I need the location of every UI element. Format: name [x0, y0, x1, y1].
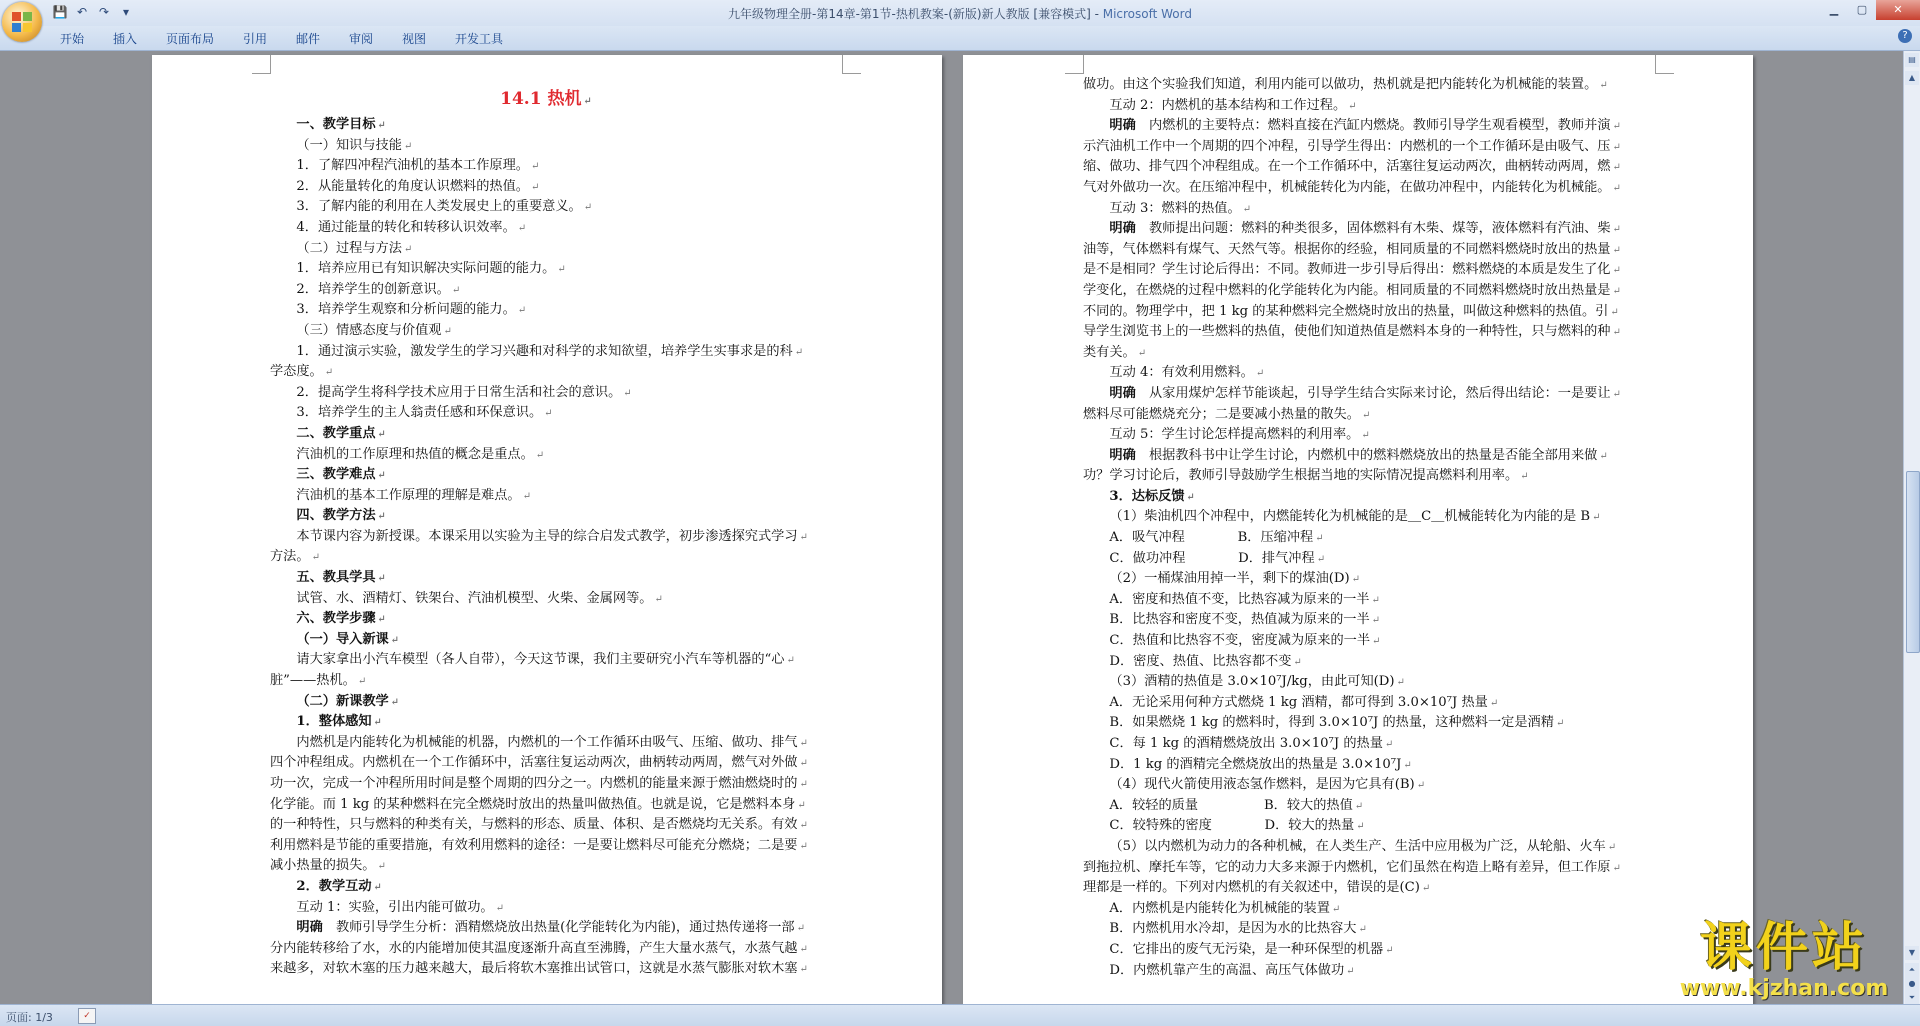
- paragraph-mark-icon: ↵: [796, 923, 806, 935]
- help-icon[interactable]: ?: [1898, 29, 1912, 43]
- text-line: 化学能。而 1 kg 的某种燃料在完全燃烧时放出的热量叫做热值。也就是说，它是燃料本身 ↵: [270, 796, 806, 812]
- paragraph-mark-icon: ↵: [1371, 594, 1380, 606]
- paragraph-mark-icon: ↵: [1403, 759, 1412, 771]
- tab-references[interactable]: 引用: [243, 32, 268, 46]
- tab-mailings[interactable]: 邮件: [296, 32, 321, 46]
- window-controls: [1820, 0, 1920, 20]
- office-logo-icon: [12, 12, 32, 32]
- text-line: C．热值和比热容不变，密度减为原来的一半 ↵: [1109, 633, 1381, 649]
- page-text[interactable]: [270, 85, 822, 980]
- paragraph-mark-icon: ↵: [495, 902, 504, 914]
- paragraph-mark-icon: ↵: [799, 779, 808, 790]
- text-line: 减小热量的损失。 ↵: [270, 858, 386, 874]
- margin-corner-mark: [1065, 55, 1084, 74]
- paragraph-mark-icon: ↵: [1354, 800, 1364, 812]
- text-line: 示汽油机工作中一个周期的四个冲程，引导学生得出：内燃机的一个工作循环是由吸气、压 ↵: [1083, 138, 1621, 154]
- text-line: 明确 内燃机的主要特点：燃料直接在汽缸内燃烧。教师引导学生观看模型，教师并演 ↵: [1109, 118, 1621, 134]
- paragraph-mark-icon: ↵: [799, 531, 808, 543]
- watermark-url: www.kjzhan.com: [1679, 976, 1889, 1001]
- paragraph-mark-icon: ↵: [522, 490, 531, 502]
- text-line: 3．了解内能的利用在人类发展史上的重要意义。 ↵: [296, 199, 593, 215]
- undo-icon[interactable]: ↶: [76, 5, 88, 19]
- office-button[interactable]: [2, 2, 42, 42]
- text-line: 是不是相同？学生讨论后得出：不同。教师进一步引导后得出：燃料燃烧的本质是发生了化 ↵: [1083, 262, 1621, 278]
- section-heading: 二、教学重点 ↵: [296, 425, 386, 441]
- text-line: 互动 3：燃料的热值。 ↵: [1109, 200, 1252, 216]
- text-line: A．密度和热值不变，比热容减为原来的一半 ↵: [1109, 591, 1380, 607]
- text-line: 不同的。物理学中，把 1 kg 的某种燃料完全燃烧时放出的热量，叫做这种燃料的热值。引 ↵: [1083, 303, 1619, 319]
- paragraph-mark-icon: ↵: [1599, 450, 1608, 462]
- text-line: 分内能转移给了水，水的内能增加使其温度逐渐升高直至沸腾，产生大量水蒸气，水蒸气越 ↵: [270, 940, 808, 956]
- paragraph-mark-icon: ↵: [1293, 656, 1302, 668]
- window-title: [0, 5, 1920, 22]
- paragraph-mark-icon: ↵: [373, 717, 382, 729]
- paragraph-mark-icon: ↵: [1385, 944, 1394, 956]
- paragraph-mark-icon: ↵: [451, 284, 461, 296]
- text-line: 理都是一样的。下列对内燃机的有关叙述中，错误的是(C) ↵: [1083, 880, 1431, 896]
- text-line: 来越多，对软木塞的压力越来越大，最后将软木塞推出试管口，这就是水蒸气膨胀对软木塞 ↵: [270, 961, 808, 977]
- tab-review[interactable]: 审阅: [349, 32, 374, 46]
- text-line: D．密度、热值、比热容都不变 ↵: [1109, 653, 1302, 669]
- paragraph-mark-icon: ↵: [583, 96, 592, 107]
- paragraph-mark-icon: ↵: [324, 367, 334, 379]
- document-title-heading: 14.1 热机 ↵: [500, 89, 592, 109]
- text-line: 明确 根据教科书中让学生讨论，内燃机中的燃料燃烧放出的热量是否能全部用来做 ↵: [1109, 447, 1608, 463]
- paragraph-mark-icon: ↵: [799, 840, 808, 852]
- paragraph-mark-icon: ↵: [1612, 182, 1621, 194]
- tab-insert[interactable]: 插入: [113, 32, 138, 46]
- section-heading: 三、教学难点 ↵: [296, 467, 386, 483]
- text-line: 互动 1：实验，引出内能可做功。 ↵: [296, 899, 504, 915]
- section-heading: （二）新课教学 ↵: [296, 693, 400, 709]
- text-line: 油等，气体燃料有煤气、天然气等。根据你的经验，相同质量的不同燃料燃烧时放出的热量 ↵: [1083, 241, 1621, 257]
- scroll-up-icon[interactable]: ▲: [1905, 71, 1919, 85]
- paragraph-mark-icon: ↵: [1356, 821, 1365, 833]
- text-line: 3．培养学生的主人翁责任感和环保意识。 ↵: [296, 405, 553, 421]
- paragraph-mark-icon: ↵: [1489, 697, 1499, 709]
- text-line: 互动 4：有效利用燃料。 ↵: [1109, 365, 1265, 381]
- paragraph-mark-icon: ↵: [373, 881, 382, 893]
- paragraph-mark-icon: ↵: [390, 634, 400, 646]
- section-heading: 五、教具学具 ↵: [296, 570, 386, 586]
- paragraph-mark-icon: ↵: [1316, 553, 1326, 565]
- paragraph-mark-icon: ↵: [1421, 883, 1431, 895]
- select-browse-object-icon[interactable]: ●: [1905, 977, 1919, 991]
- scroll-thumb[interactable]: [1906, 471, 1920, 653]
- text-line: C．它排出的废气无污染，是一种环保型的机器 ↵: [1109, 941, 1394, 957]
- text-line: （一）知识与技能 ↵: [296, 137, 413, 153]
- text-line: 1．通过演示实验，激发学生的学习兴趣和对科学的求知欲望，培养学生实事求是的科 ↵: [296, 343, 804, 359]
- paragraph-mark-icon: ↵: [1612, 141, 1621, 153]
- text-line: 汽油机的基本工作原理的理解是难点。 ↵: [296, 487, 531, 503]
- section-heading: （一）导入新课 ↵: [296, 631, 400, 647]
- text-line: 明确 从家用煤炉怎样节能谈起，引导学生结合实际来讨论，然后得出结论：一是要让 ↵: [1109, 385, 1621, 401]
- text-line: 方法。 ↵: [270, 549, 320, 565]
- app-name: Microsoft Word: [1102, 7, 1192, 21]
- watermark-logo: [1654, 919, 1914, 1001]
- paragraph-mark-icon: ↵: [623, 387, 632, 399]
- paragraph-mark-icon: ↵: [1416, 780, 1426, 792]
- paragraph-mark-icon: ↵: [1612, 244, 1621, 256]
- page-number-indicator[interactable]: 页面: 1/3: [6, 1011, 53, 1024]
- paragraph-mark-icon: ↵: [1599, 80, 1608, 91]
- text-line: B．比热容和密度不变，热值减为原来的一半 ↵: [1109, 612, 1381, 628]
- paragraph-mark-icon: ↵: [1555, 718, 1565, 730]
- margin-corner-mark: [842, 55, 861, 74]
- text-line: 4．通过能量的转化和转移认识效率。 ↵: [296, 219, 527, 235]
- document-page-2: [963, 55, 1753, 1004]
- paragraph-mark-icon: ↵: [1372, 636, 1381, 648]
- document-area: [0, 51, 1904, 1004]
- paragraph-mark-icon: ↵: [377, 120, 386, 131]
- paragraph-mark-icon: ↵: [1612, 327, 1621, 339]
- text-line: 2．培养学生的创新意识。 ↵: [296, 281, 461, 297]
- paragraph-mark-icon: ↵: [311, 552, 320, 564]
- paragraph-mark-icon: ↵: [1610, 306, 1619, 318]
- redo-icon[interactable]: ↷: [98, 5, 110, 19]
- text-line: 缩、做功、排气四个冲程组成。在一个工作循环中，活塞往复运动两次，曲柄转动两周，燃 ↵: [1083, 159, 1621, 175]
- text-line: 利用燃料是节能的重要措施，有效利用燃料的途径：一是要让燃料尽可能充分燃烧；二是要 ↵: [270, 837, 808, 853]
- section-heading: 四、教学方法 ↵: [296, 508, 386, 524]
- tab-home[interactable]: 开始: [60, 32, 85, 46]
- paragraph-mark-icon: ↵: [377, 573, 386, 585]
- paragraph-mark-icon: ↵: [1186, 491, 1195, 503]
- text-line: 互动 2：内燃机的基本结构和工作过程。 ↵: [1109, 97, 1357, 113]
- scroll-down-icon[interactable]: ▼: [1905, 946, 1919, 960]
- section-heading: 2．教学互动 ↵: [296, 878, 382, 894]
- text-line: A．内燃机是内能转化为机械能的装置 ↵: [1109, 900, 1341, 916]
- maximize-icon[interactable]: ▢: [1856, 3, 1868, 16]
- text-line: 的一种特性，只与燃料的种类有关，与燃料的形态、质量、体积、是否燃烧均无关系。有效 ↵: [270, 817, 808, 833]
- paragraph-mark-icon: ↵: [786, 655, 795, 667]
- text-line: 1．了解四冲程汽油机的基本工作原理。 ↵: [296, 158, 540, 174]
- paragraph-mark-icon: ↵: [403, 140, 413, 152]
- paragraph-mark-icon: ↵: [535, 449, 545, 461]
- text-line: 做功。由这个实验我们知道，利用内能可以做功，热机就是把内能转化为机械能的装置。 ↵: [1083, 77, 1608, 92]
- text-line: C．做功冲程 D．排气冲程 ↵: [1109, 550, 1326, 566]
- view-ruler-icon[interactable]: ▤: [1905, 53, 1919, 67]
- paragraph-mark-icon: ↵: [799, 943, 808, 955]
- watermark-text: 课件站: [1699, 918, 1868, 978]
- paragraph-mark-icon: ↵: [1315, 533, 1324, 545]
- paragraph-mark-icon: ↵: [1331, 903, 1341, 915]
- tab-page-layout[interactable]: 页面布局: [166, 32, 215, 46]
- paragraph-mark-icon: ↵: [544, 408, 553, 420]
- text-line: C．较特殊的密度 D．较大的热量 ↵: [1109, 818, 1365, 834]
- text-line: 2．提高学生将科学技术应用于日常生活和社会的意识。 ↵: [296, 384, 632, 400]
- text-line: 内燃机是内能转化为机械能的机器，内燃机的一个工作循环由吸气、压缩、做功、排气 ↵: [296, 734, 808, 750]
- paragraph-mark-icon: ↵: [377, 614, 386, 626]
- paragraph-mark-icon: ↵: [799, 758, 808, 770]
- text-line: 学变化，在燃烧的过程中燃料的化学能转化为内能。相同质量的不同燃料燃烧时放出热量是 ↵: [1083, 282, 1621, 298]
- paragraph-mark-icon: ↵: [799, 737, 808, 749]
- status-bar: [0, 1004, 1920, 1026]
- text-line: A．无论采用何种方式燃烧 1 kg 酒精，都可得到 3.0×10⁷J 热量 ↵: [1109, 694, 1499, 710]
- paragraph-mark-icon: ↵: [377, 861, 386, 873]
- margin-corner-mark: [1655, 55, 1674, 74]
- minimize-icon[interactable]: ▁: [1829, 3, 1839, 16]
- text-line: C．每 1 kg 的酒精燃烧放出 3.0×10⁷J 的热量 ↵: [1109, 736, 1394, 751]
- paragraph-mark-icon: ↵: [1371, 615, 1381, 627]
- paragraph-mark-icon: ↵: [517, 222, 527, 234]
- text-line: 请大家拿出小汽车模型（各人自带），今天这节课，我们主要研究小汽车等机器的“心 ↵: [296, 652, 795, 668]
- customize-qat-icon[interactable]: ▾: [122, 5, 130, 19]
- text-line: 导学生浏览书上的一些燃料的热值，使他们知道热值是燃料本身的一种特性，只与燃料的种 ↵: [1083, 324, 1621, 340]
- section-heading: 1．整体感知 ↵: [296, 714, 382, 730]
- text-line: （二）过程与方法 ↵: [296, 240, 413, 256]
- text-line: （三）情感态度与价值观 ↵: [296, 322, 452, 338]
- text-line: 学态度。 ↵: [270, 364, 334, 380]
- paragraph-mark-icon: ↵: [799, 964, 808, 976]
- paragraph-mark-icon: ↵: [1255, 368, 1265, 380]
- tab-view[interactable]: 视图: [402, 32, 427, 46]
- text-line: D．内燃机靠产生的高温、高压气体做功 ↵: [1109, 962, 1355, 978]
- paragraph-mark-icon: ↵: [1612, 285, 1621, 297]
- text-line: 明确 教师提出问题：燃料的种类很多，固体燃料有木柴、煤等，液体燃料有汽油、柴 ↵: [1109, 221, 1621, 237]
- paragraph-mark-icon: ↵: [377, 470, 386, 482]
- paragraph-mark-icon: ↵: [443, 325, 452, 337]
- paragraph-mark-icon: ↵: [799, 820, 808, 832]
- paragraph-mark-icon: ↵: [1361, 430, 1370, 442]
- paragraph-mark-icon: ↵: [797, 799, 806, 811]
- paragraph-mark-icon: ↵: [1612, 265, 1621, 277]
- page-text[interactable]: [1083, 75, 1637, 981]
- next-page-icon[interactable]: ⏷: [1905, 991, 1919, 1005]
- paragraph-mark-icon: ↵: [530, 161, 540, 173]
- paragraph-mark-icon: ↵: [1346, 965, 1355, 977]
- paragraph-mark-icon: ↵: [1612, 388, 1621, 400]
- previous-page-icon[interactable]: ⏶: [1905, 963, 1919, 977]
- section-heading: 3．达标反馈 ↵: [1109, 488, 1195, 504]
- text-line: 1．培养应用已有知识解决实际问题的能力。 ↵: [296, 261, 566, 277]
- vertical-scrollbar[interactable]: [1903, 51, 1920, 1004]
- tab-developer[interactable]: 开发工具: [455, 32, 504, 46]
- document-page-1: [152, 55, 942, 1004]
- paragraph-mark-icon: ↵: [1612, 862, 1621, 874]
- text-line: 明确 教师引导学生分析：酒精燃烧放出热量(化学能转化为内能)，通过热传递将一部 ↵: [296, 920, 806, 936]
- text-line: 到拖拉机、摩托车等，它的动力大多来源于内燃机，它们虽然在构造上略有差异，但工作原 ↵: [1083, 859, 1621, 875]
- paragraph-mark-icon: ↵: [1384, 739, 1394, 750]
- text-line: 汽油机的工作原理和热值的概念是重点。 ↵: [296, 446, 545, 462]
- paragraph-mark-icon: ↵: [1612, 224, 1621, 236]
- paragraph-mark-icon: ↵: [1137, 347, 1147, 359]
- text-line: （2）一桶煤油用掉一半，剩下的煤油(D) ↵: [1109, 571, 1361, 587]
- paragraph-mark-icon: ↵: [357, 676, 367, 688]
- paragraph-mark-icon: ↵: [557, 264, 566, 276]
- paragraph-mark-icon: ↵: [390, 696, 400, 708]
- close-icon[interactable]: ✕: [1876, 0, 1920, 20]
- text-line: 2．从能量转化的角度认识燃料的热值。 ↵: [296, 178, 540, 194]
- paragraph-mark-icon: ↵: [1612, 162, 1621, 174]
- paragraph-mark-icon: ↵: [1348, 100, 1357, 112]
- save-icon[interactable]: 💾: [52, 5, 68, 19]
- document-title: 九年级物理全册-第14章-第1节-热机教案-(新版)新人教版 [兼容模式] -: [727, 7, 1103, 21]
- paragraph-mark-icon: ↵: [403, 243, 413, 255]
- paragraph-mark-icon: ↵: [377, 428, 386, 440]
- text-line: A．较轻的质量 B．较大的热值 ↵: [1109, 797, 1364, 813]
- text-line: （3）酒精的热值是 3.0×10⁷J/kg，由此可知(D) ↵: [1109, 674, 1405, 690]
- text-line: 本节课内容为新授课。本课采用以实验为主导的综合启发式教学，初步渗透探究式学习 ↵: [296, 528, 808, 544]
- section-heading: 一、教学目标 ↵: [296, 117, 386, 132]
- text-line: 功？学习讨论后，教师引导鼓励学生根据当地的实际情况提高燃料利用率。 ↵: [1083, 468, 1529, 484]
- paragraph-mark-icon: ↵: [1592, 512, 1601, 524]
- paragraph-mark-icon: ↵: [794, 346, 804, 358]
- paragraph-mark-icon: ↵: [530, 181, 540, 193]
- text-line: 气对外做功一次。在压缩冲程中，机械能转化为内能，在做功冲程中，内能转化为机械能。 ↵: [1083, 179, 1621, 195]
- text-line: B．如果燃烧 1 kg 的燃料时，得到 3.0×10⁷J 的热量，这种燃料一定是酒精 ↵: [1109, 715, 1565, 731]
- text-line: 四个冲程组成。内燃机在一个工作循环中，活塞往复运动两次，曲柄转动两周，燃气对外做 ↵: [270, 755, 808, 771]
- paragraph-mark-icon: ↵: [1361, 409, 1371, 421]
- paragraph-mark-icon: ↵: [1242, 203, 1252, 215]
- text-line: 试管、水、酒精灯、铁架台、汽油机模型、火柴、金属网等。 ↵: [296, 590, 663, 606]
- ribbon-tabs: [0, 26, 1920, 51]
- proofing-icon[interactable]: ✓: [78, 1008, 96, 1024]
- paragraph-mark-icon: ↵: [1396, 677, 1405, 689]
- text-line: 互动 5：学生讨论怎样提高燃料的利用率。 ↵: [1109, 427, 1370, 443]
- paragraph-mark-icon: ↵: [1351, 574, 1361, 586]
- text-line: A．吸气冲程 B．压缩冲程 ↵: [1109, 530, 1324, 546]
- text-line: （1）柴油机四个冲程中，内燃能转化为机械能的是＿C＿机械能转化为内能的是 B ↵: [1109, 509, 1601, 525]
- paragraph-mark-icon: ↵: [1358, 924, 1367, 936]
- paragraph-mark-icon: ↵: [654, 593, 663, 605]
- paragraph-mark-icon: ↵: [1607, 841, 1617, 853]
- paragraph-mark-icon: ↵: [377, 511, 386, 523]
- text-line: 功一次，完成一个冲程所用时间是整个周期的四分之一。内燃机的能量来源于燃油燃烧时的 ↵: [270, 776, 808, 791]
- paragraph-mark-icon: ↵: [517, 305, 527, 317]
- text-line: （4）现代火箭使用液态氢作燃料，是因为它具有(B) ↵: [1109, 777, 1426, 793]
- text-line: 类有关。 ↵: [1083, 344, 1147, 360]
- paragraph-mark-icon: ↵: [583, 202, 593, 214]
- text-line: （5）以内燃机为动力的各种机械，在人类生产、生活中应用极为广泛，从轮船、火车 ↵: [1109, 838, 1617, 854]
- text-line: 3．培养学生观察和分析问题的能力。 ↵: [296, 302, 527, 318]
- title-bar: [0, 0, 1920, 26]
- text-line: B．内燃机用水冷却，是因为水的比热容大 ↵: [1109, 921, 1367, 937]
- paragraph-mark-icon: ↵: [1612, 121, 1621, 133]
- text-line: 脏”——热机。 ↵: [270, 673, 367, 689]
- paragraph-mark-icon: ↵: [1520, 471, 1529, 483]
- text-line: 燃料尽可能燃烧充分；二是要减小热量的散失。 ↵: [1083, 406, 1371, 422]
- margin-corner-mark: [252, 55, 271, 74]
- section-heading: 六、教学步骤 ↵: [296, 611, 386, 627]
- text-line: D．1 kg 的酒精完全燃烧放出的热量是 3.0×10⁷J ↵: [1109, 756, 1412, 772]
